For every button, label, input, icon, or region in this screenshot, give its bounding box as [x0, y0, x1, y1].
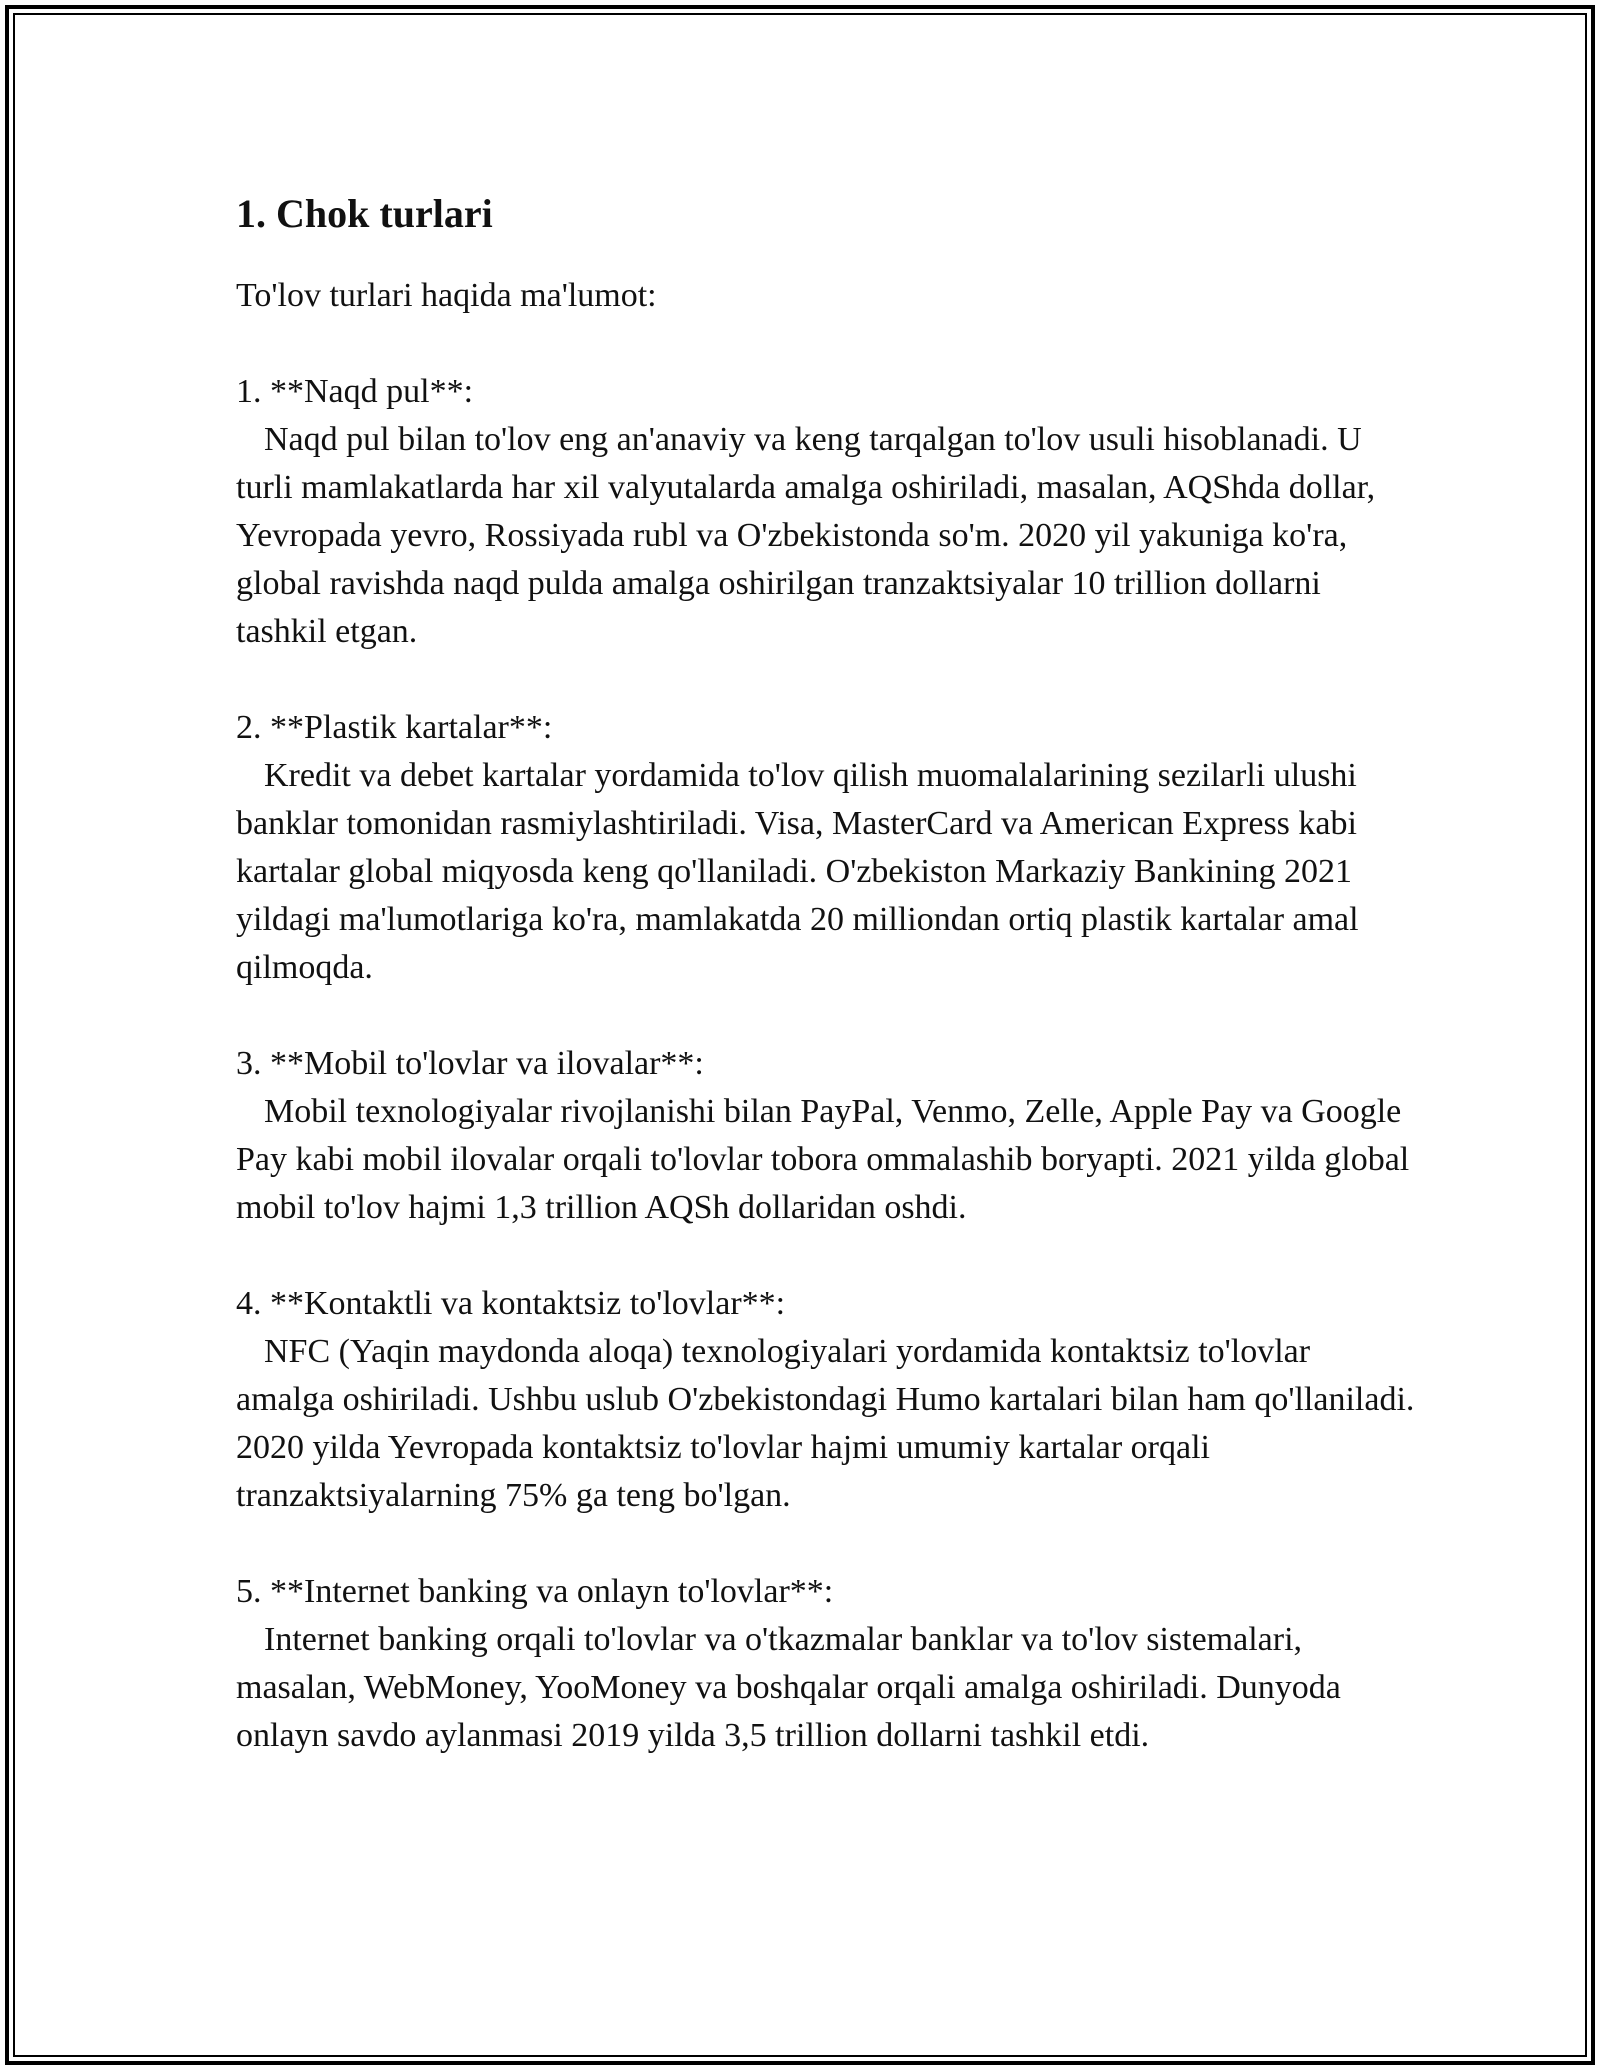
list-item-title: 4. **Kontaktli va kontaktsiz to'lovlar**:	[236, 1285, 786, 1322]
list-item-title: 2. **Plastik kartalar**:	[236, 709, 553, 746]
payment-types-list	[236, 368, 1416, 1760]
list-item-title: 5. **Internet banking va onlayn to'lovlar**:	[236, 1573, 834, 1610]
list-item-body: Naqd pul bilan to'lov eng an'anaviy va keng tarqalgan to'lov usuli hisoblanadi. U turli mamlakatlarda har xil valyutalarda amalga oshiriladi, masalan, AQShda dollar, Yevropada yevro, Rossiyada rubl va O'zbekistonda so'm. 2020 yil yakuniga ko'ra, global ravishda naqd pulda amalga oshirilgan tranzaktsiyalar 10 trillion dollarni tashkil etgan.	[236, 421, 1376, 650]
list-item	[236, 704, 1416, 992]
intro-text: To'lov turlari haqida ma'lumot:	[236, 277, 657, 314]
list-item	[236, 1040, 1416, 1232]
document-content	[236, 186, 1416, 1808]
list-item-title: 3. **Mobil to'lovlar va ilovalar**:	[236, 1045, 704, 1082]
list-item	[236, 1568, 1416, 1760]
list-item	[236, 1280, 1416, 1520]
list-item	[236, 368, 1416, 656]
list-item-title: 1. **Naqd pul**:	[236, 373, 474, 410]
list-item-body: Mobil texnologiyalar rivojlanishi bilan PayPal, Venmo, Zelle, Apple Pay va Google Pay kabi mobil ilovalar orqali to'lovlar tobora ommalashib boryapti. 2021 yilda global mobil to'lov hajmi 1,3 trillion AQSh dollaridan oshdi.	[236, 1093, 1410, 1226]
list-item-body: NFC (Yaqin maydonda aloqa) texnologiyalari yordamida kontaktsiz to'lovlar amalga oshiriladi. Ushbu uslub O'zbekistondagi Humo kartalari bilan ham qo'llaniladi. 2020 yilda Yevropada kontaktsiz to'lovlar hajmi umumiy kartalar orqali tranzaktsiyalarning 75% ga teng bo'lgan.	[236, 1333, 1415, 1514]
section-heading: 1. Chok turlari	[236, 191, 493, 236]
list-item-body: Internet banking orqali to'lovlar va o'tkazmalar banklar va to'lov sistemalari, masalan, WebMoney, YooMoney va boshqalar orqali amalga oshiriladi. Dunyoda onlayn savdo aylanmasi 2019 yilda 3,5 trillion dollarni tashkil etdi.	[236, 1621, 1341, 1754]
list-item-body: Kredit va debet kartalar yordamida to'lov qilish muomalalarining sezilarli ulushi banklar tomonidan rasmiylashtiriladi. Visa, MasterCard va American Express kabi kartalar global miqyosda keng qo'llaniladi. O'zbekiston Markaziy Bankining 2021 yildagi ma'lumotlariga ko'ra, mamlakatda 20 milliondan ortiq plastik kartalar amal qilmoqda.	[236, 757, 1359, 986]
